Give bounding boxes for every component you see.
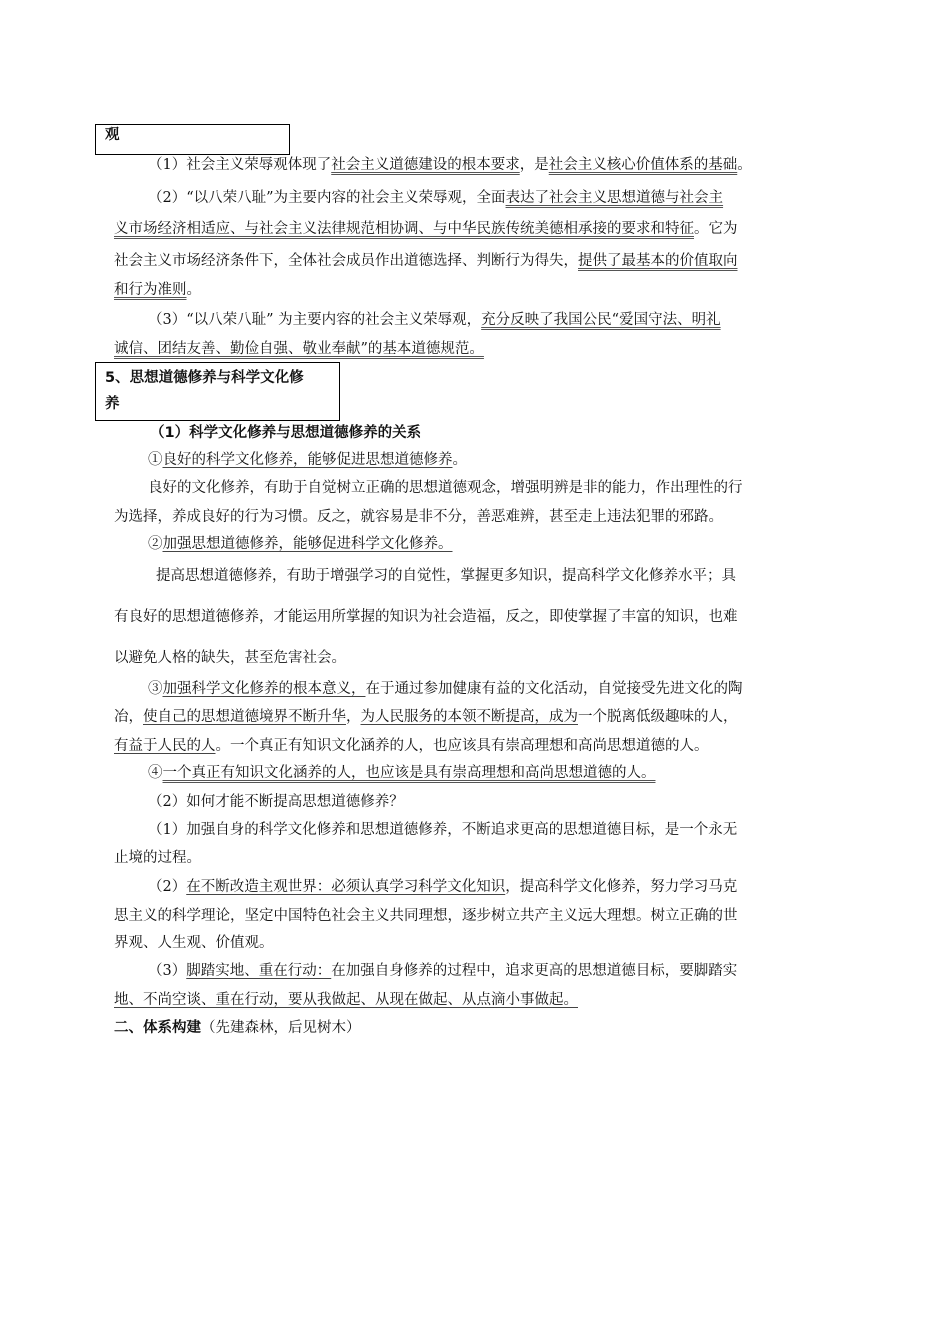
key-point: 表达了社会主义思想道德与社会主 <box>505 190 724 206</box>
key-point: 社会主义道德建设的根本要求 <box>331 157 520 173</box>
key-point: 提供了最基本的价值取向 <box>578 253 738 269</box>
paragraph-line: 有益于人民的人。一个真正有知识文化涵养的人，也应该具有崇高理想和高尚思想道德的人。 <box>114 738 709 754</box>
paragraph-line <box>114 339 484 359</box>
paragraph-line: 良好的文化修养，有助于自觉树立正确的思想道德观念，增强明辨是非的能力，作出理性的行 <box>148 480 743 496</box>
section-title: 二、体系构建（先建森林，后见树木） <box>114 1020 361 1036</box>
list-item: ④一个真正有知识文化涵养的人，也应该是具有崇高理想和高尚思想道德的人。 <box>148 765 656 781</box>
key-point: 社会主义核心价值体系的基础 <box>548 157 738 173</box>
paragraph-line: （1）社会主义荣辱观体现了社会主义道德建设的根本要求，是社会主义核心价值体系的基础。 <box>148 157 752 173</box>
paragraph-line: 思主义的科学理论，坚定中国特色社会主义共同理想，逐步树立共产主义远大理想。树立正确的世 <box>114 908 738 924</box>
key-point: 良好的科学文化修养，能够促进思想道德修养 <box>162 452 453 468</box>
key-point: 在不断改造主观世界：必须认真学习科学文化知识 <box>186 879 506 895</box>
key-point: 诚信、团结友善、勤俭自强、敬业奉献”的基本道德规范。 <box>114 341 484 357</box>
section-heading: 5、思想道德修养与科学文化修 <box>105 370 304 386</box>
key-point: 有益于人民的人 <box>114 738 216 754</box>
paragraph-line: （2）“以八荣八耻”为主要内容的社会主义荣辱观，全面表达了社会主义思想道德与社会主 <box>148 190 724 206</box>
paragraph-line: （1）加强自身的科学文化修养和思想道德修养，不断追求更高的思想道德目标，是一个永无 <box>148 822 738 838</box>
key-point: 不断提高，成为 <box>476 709 578 725</box>
paragraph-line: 有良好的思想道德修养，才能运用所掌握的知识为社会造福，反之，即使掌握了丰富的知识，也难 <box>114 609 738 625</box>
key-point: 加强思想道德修养，能够促进科学文化修养。 <box>162 536 453 552</box>
paragraph-line <box>114 990 578 1010</box>
section-heading-box <box>95 124 290 155</box>
key-point: 使自己的思想道德境界不断升华 <box>143 709 346 725</box>
section-heading: 养 <box>105 396 120 412</box>
paragraph-line: 和行为准则。 <box>114 282 201 298</box>
paragraph-line: 为选择，养成良好的行为习惯。反之，就容易是非不分，善恶难辨，甚至走上违法犯罪的邪路。 <box>114 509 723 525</box>
subheading: （2）如何才能不断提高思想道德修养？ <box>148 794 404 810</box>
paragraph-line: 提高思想道德修养，有助于增强学习的自觉性，掌握更多知识，提高科学文化修养水平；具 <box>156 568 736 584</box>
paragraph-line: 社会主义市场经济条件下，全体社会成员作出道德选择、判断行为得失，提供了最基本的价值取向 <box>114 253 738 269</box>
key-point: 一个真正有知识文化涵养的人，也应该是具有崇高理想和高尚思想道德的人。 <box>162 765 656 781</box>
paragraph-line: （3）脚踏实地、重在行动：在加强自身修养的过程中，追求更高的思想道德目标，要脚踏实 <box>148 963 738 979</box>
list-item: ①良好的科学文化修养，能够促进思想道德修养。 <box>148 452 467 468</box>
paragraph-line: 冶，使自己的思想道德境界不断升华，为人民服务的本领不断提高，成为一个脱离低级趣味的人， <box>114 709 738 725</box>
paragraph-line: （3）“以八荣八耻” 为主要内容的社会主义荣辱观，充分反映了我国公民“爱国守法、明礼 <box>148 312 721 328</box>
subheading: （1）科学文化修养与思想道德修养的关系 <box>150 425 422 441</box>
paragraph-line: 以避免人格的缺失，甚至危害社会。 <box>114 650 346 666</box>
key-point: 和行为准则 <box>114 282 187 298</box>
key-point: 地、不尚空谈、重在行动，要从我做起、从现在做起、从点滴小事做起。 <box>114 992 578 1008</box>
paragraph-line: 义市场经济相适应、与社会主义法律规范相协调、与中华民族传统美德相承接的要求和特征。它为 <box>114 221 738 237</box>
paragraph-line: 止境的过程。 <box>114 850 201 866</box>
list-item: ③加强科学文化修养的根本意义，在于通过参加健康有益的文化活动，自觉接受先进文化的陶 <box>148 681 743 697</box>
key-point: 为人民服务的本领 <box>360 709 477 725</box>
key-point: 充分反映了我国公民“爱国守法、明礼 <box>481 312 721 328</box>
key-point: 脚踏实地、重在行动： <box>186 963 332 979</box>
list-item: ②加强思想道德修养，能够促进科学文化修养。 <box>148 536 453 552</box>
paragraph-line: （2）在不断改造主观世界：必须认真学习科学文化知识，提高科学文化修养，努力学习马克 <box>148 879 738 895</box>
key-point: 加强科学文化修养的根本意义， <box>162 681 366 697</box>
section-heading: 观 <box>105 127 120 143</box>
key-point: 义市场经济相适应、与社会主义法律规范相协调、与中华民族传统美德相承接的要求和特征 <box>114 221 694 237</box>
paragraph-line: 界观、人生观、价值观。 <box>114 935 274 951</box>
